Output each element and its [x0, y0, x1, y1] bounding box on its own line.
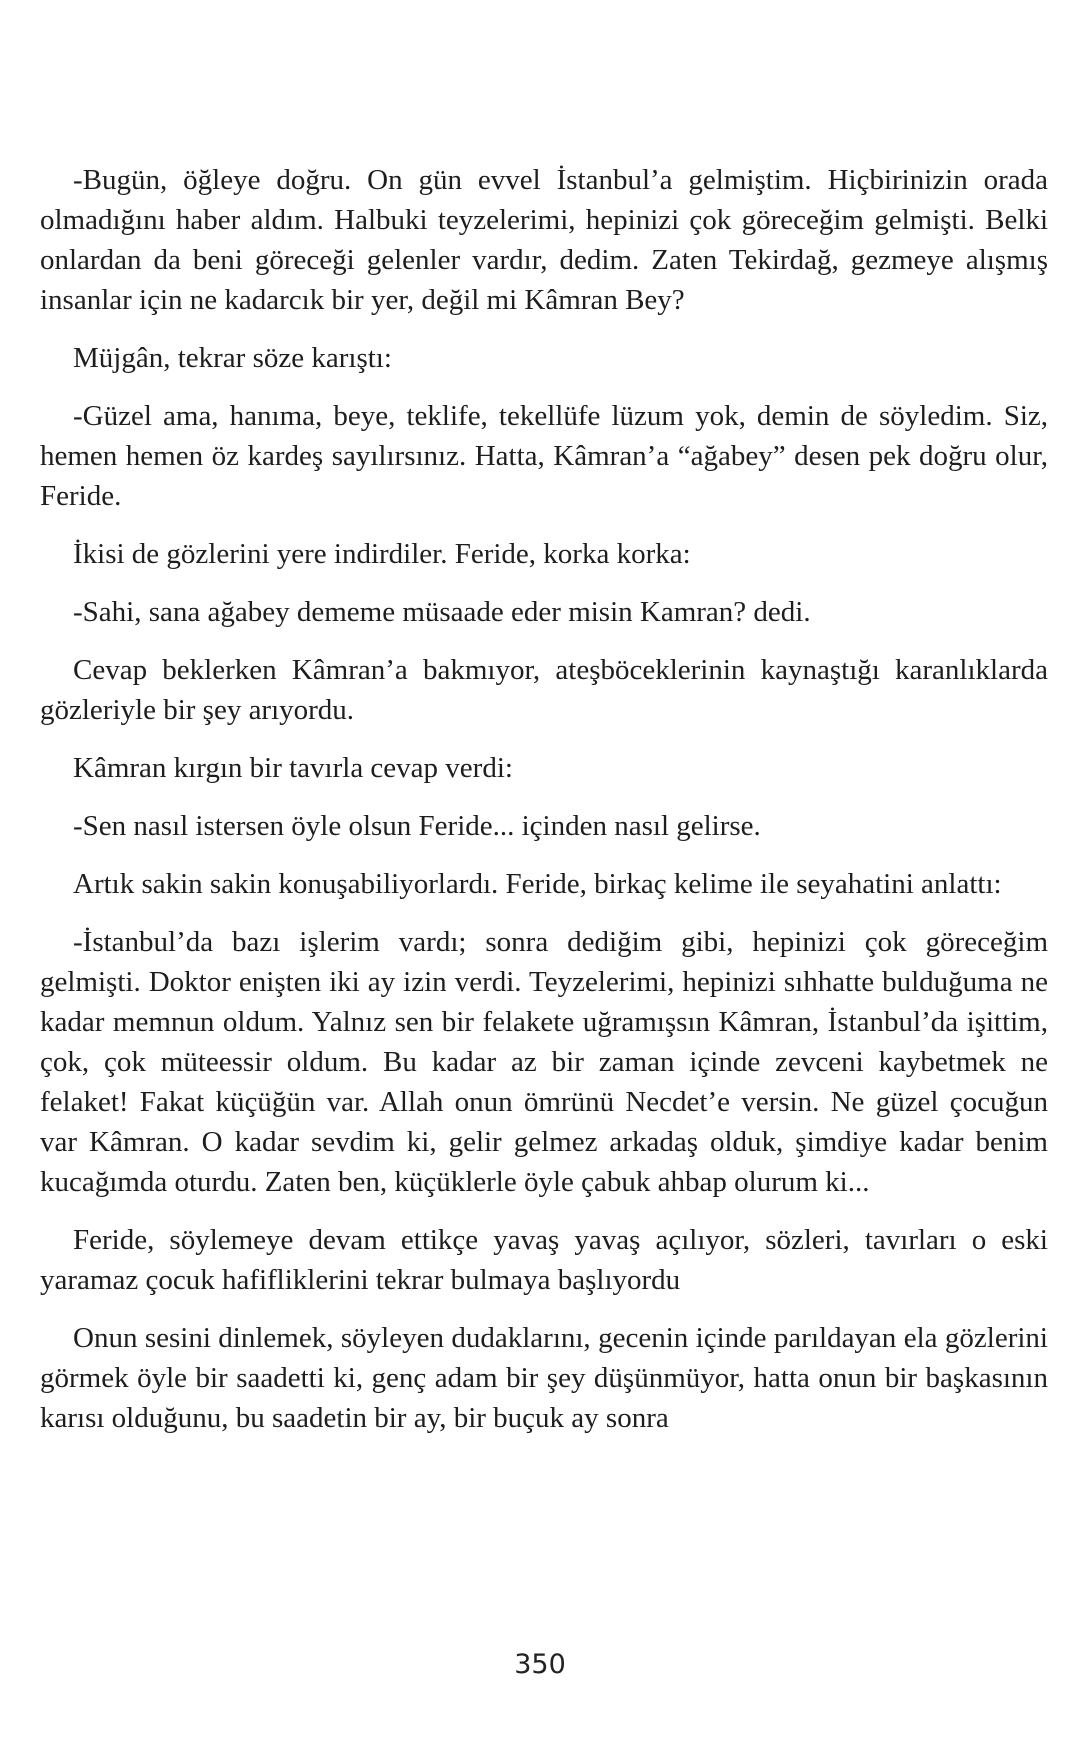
paragraph-8: -Sen nasıl istersen öyle olsun Feride... içinden nasıl gelirse. [73, 810, 761, 842]
paragraph-10: -İstanbul’da bazı işlerim vardı; sonra dediğim gibi, hepinizi çok göreceğim gelmişti. Doktor enişten iki ay izin verdi. Teyzelerimi, hepinizi sıhhatte bulduğuma ne kadar memnun oldum. Yalnız sen bir felakete uğramışsın Kâmran, İstanbul’da işittim, çok, çok müteessir oldum. Bu kadar az bir zaman içinde zevceni kaybetmek ne felaket! Fakat küçüğün var. Allah onun ömrünü Necdet’e versin. Ne güzel çocuğun var Kâmran. O kadar sevdim ki, gelir gelmez arkadaş olduk, şimdiye kadar benim kucağımda oturdu. Zaten ben, küçüklerle öyle çabuk ahbap olurum ki... [40, 926, 1048, 1198]
body-text [40, 160, 1048, 1438]
paragraph-9: Artık sakin sakin konuşabiliyorlardı. Feride, birkaç kelime ile seyahatini anlattı: [73, 868, 1002, 900]
paragraph-6: Cevap beklerken Kâmran’a bakmıyor, ateşböceklerinin kaynaştığı karanlıklarda gözleriyle bir şey arıyordu. [40, 654, 1048, 726]
paragraph-7: Kâmran kırgın bir tavırla cevap verdi: [73, 752, 513, 784]
paragraph-1: -Bugün, öğleye doğru. On gün evvel İstanbul’a gelmiştim. Hiçbirinizin orada olmadığını haber aldım. Halbuki teyzelerimi, hepinizi çok göreceğim gelmişti. Belki onlardan da beni göreceği gelenler vardır, dedim. Zaten Tekirdağ, gezmeye alışmış insanlar için ne kadarcık bir yer, değil mi Kâmran Bey? [40, 164, 1048, 316]
paragraph-5: -Sahi, sana ağabey dememe müsaade eder misin Kamran? dedi. [73, 596, 811, 628]
paragraph-2: Müjgân, tekrar söze karıştı: [73, 342, 392, 374]
page-number: 350 [514, 1649, 566, 1680]
paragraph-11: Feride, söylemeye devam ettikçe yavaş yavaş açılıyor, sözleri, tavırları o eski yaramaz çocuk hafifliklerini tekrar bulmaya başlıyordu [40, 1224, 1048, 1296]
paragraph-4: İkisi de gözlerini yere indirdiler. Feride, korka korka: [73, 538, 691, 570]
paragraph-12: Onun sesini dinlemek, söyleyen dudaklarını, gecenin içinde parıldayan ela gözlerini görmek öyle bir saadetti ki, genç adam bir şey düşünmüyor, hatta onun bir başkasının karısı olduğunu, bu saadetin bir ay, bir buçuk ay sonra [40, 1322, 1048, 1434]
paragraph-3: -Güzel ama, hanıma, beye, teklife, tekellüfe lüzum yok, demin de söyledim. Siz, hemen hemen öz kardeş sayılırsınız. Hatta, Kâmran’a “ağabey” desen pek doğru olur, Feride. [40, 400, 1048, 512]
